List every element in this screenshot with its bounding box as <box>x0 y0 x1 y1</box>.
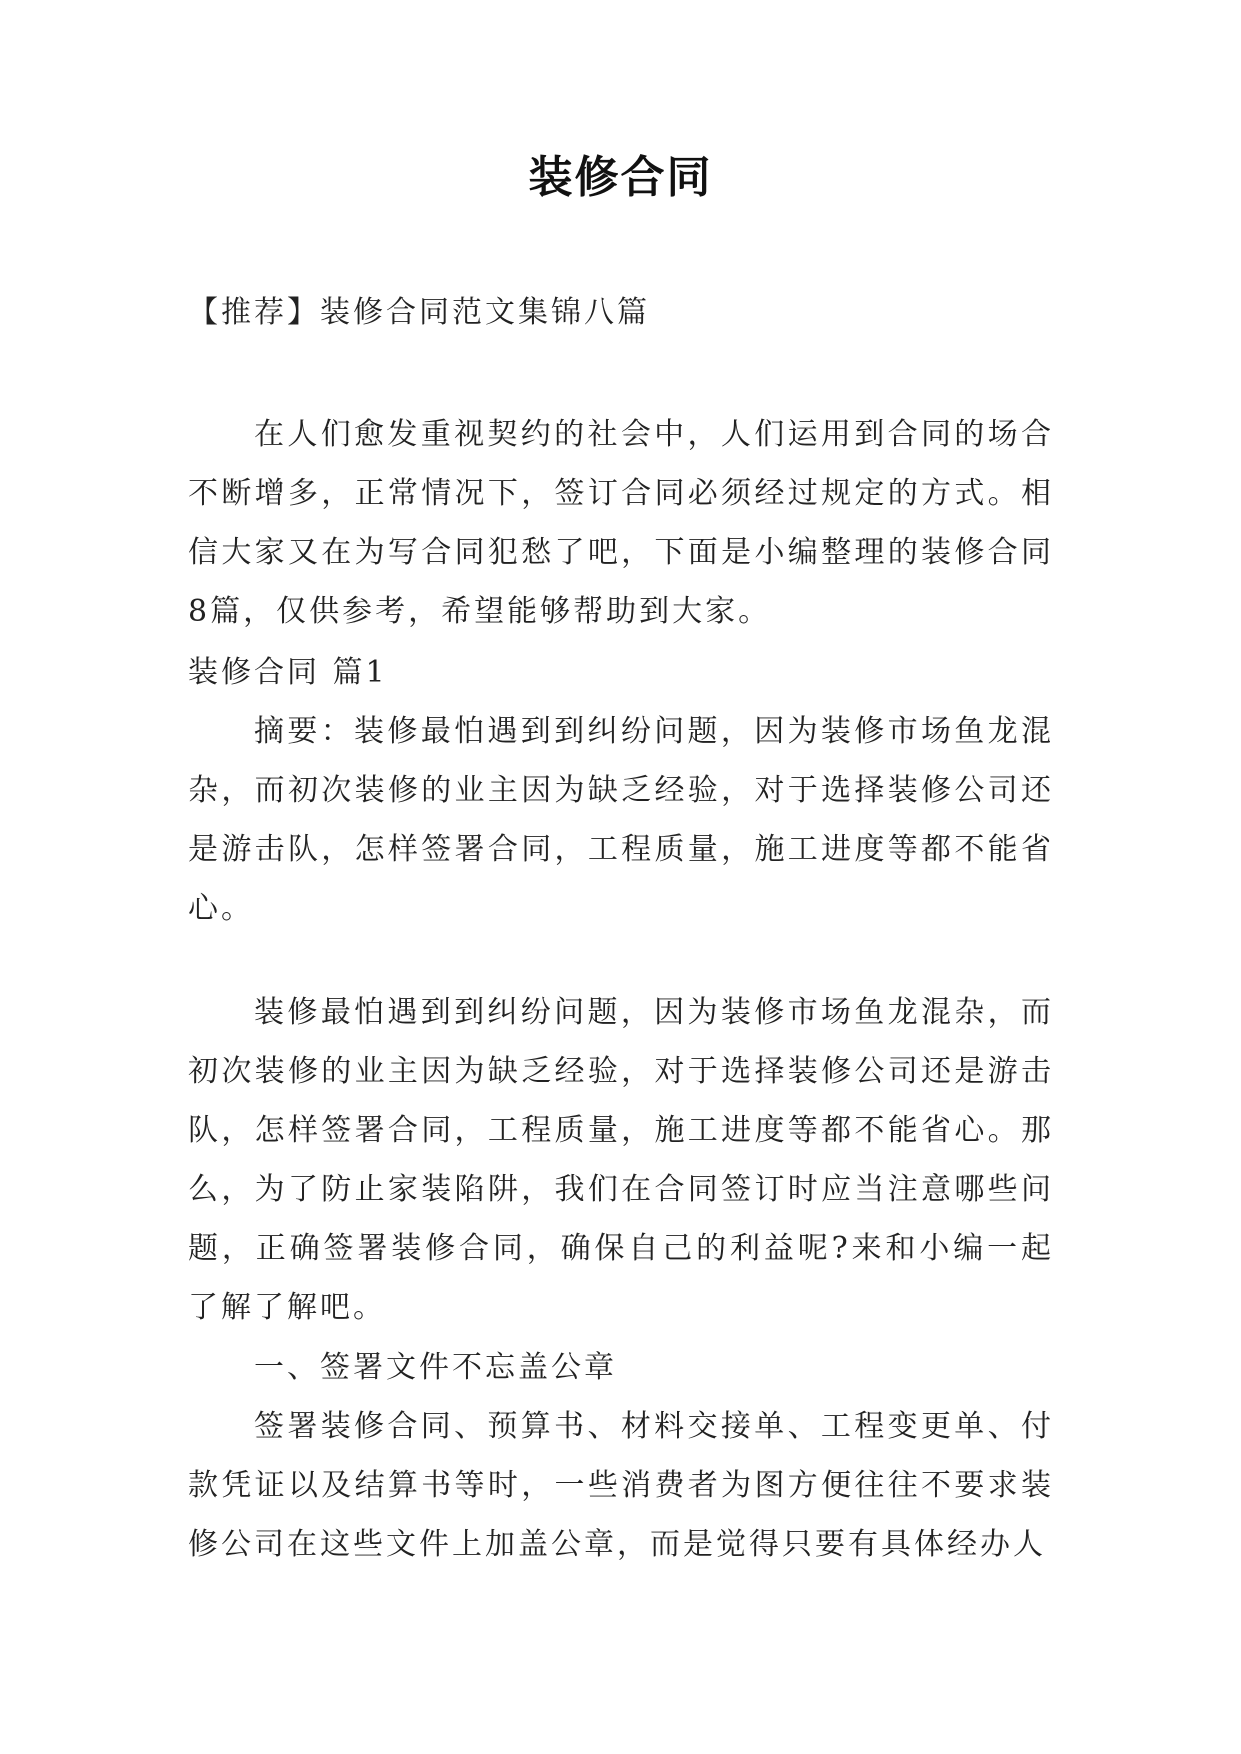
body-paragraph-2: 签署装修合同、预算书、材料交接单、工程变更单、付款凭证以及结算书等时，一些消费者为图方便往往不要求装修公司在这些文件上加盖公章，而是觉得只要有具体经办人 <box>188 1409 1054 1562</box>
summary-paragraph: 摘要：装修最怕遇到到纠纷问题，因为装修市场鱼龙混杂，而初次装修的业主因为缺乏经验，对于选择装修公司还是游击队，怎样签署合同，工程质量，施工进度等都不能省心。 <box>188 714 1054 926</box>
section-heading: 装修合同 篇1 <box>188 655 388 690</box>
document-title: 装修合同 <box>528 152 713 203</box>
document-subtitle: 【推荐】装修合同范文集锦八篇 <box>188 295 650 330</box>
item-heading-1: 一、签署文件不忘盖公章 <box>254 1350 617 1385</box>
body-paragraph-1: 装修最怕遇到到纠纷问题，因为装修市场鱼龙混杂，而初次装修的业主因为缺乏经验，对于选择装修公司还是游击队，怎样签署合同，工程质量，施工进度等都不能省心。那么，为了防止家装陷阱，我们在合同签订时应当注意哪些问题，正确签署装修合同，确保自己的利益呢?来和小编一起了解了解吧。 <box>188 995 1054 1325</box>
intro-paragraph: 在人们愈发重视契约的社会中，人们运用到合同的场合不断增多，正常情况下，签订合同必须经过规定的方式。相信大家又在为写合同犯愁了吧，下面是小编整理的装修合同8篇，仅供参考，希望能够帮助到大家。 <box>188 417 1054 629</box>
